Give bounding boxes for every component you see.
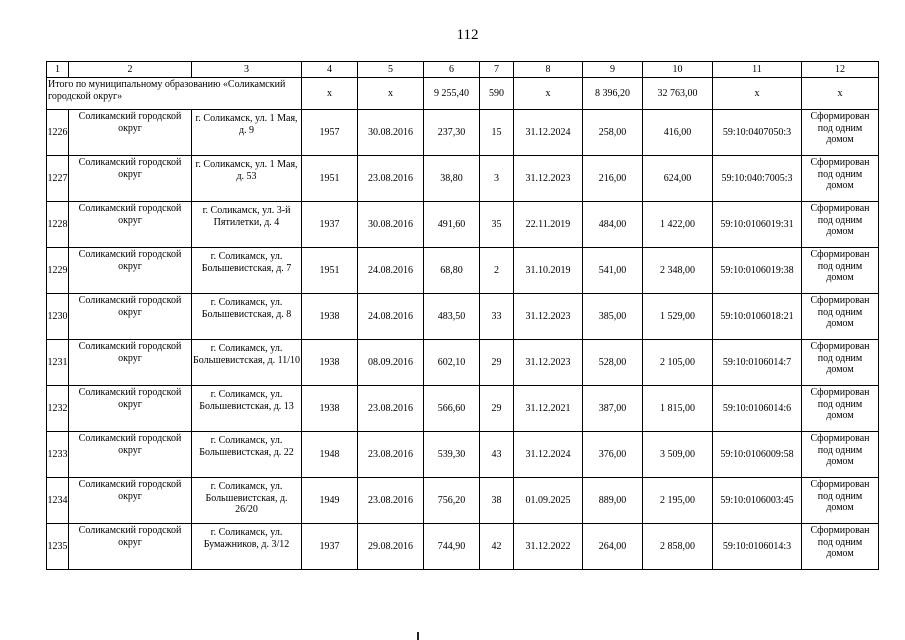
- status-cell: Сформирован под одним домом: [802, 294, 879, 340]
- column-number: 2: [69, 62, 192, 78]
- cadastral-number-cell: 59:10:0407050:3: [713, 110, 802, 156]
- status-cell: Сформирован под одним домом: [802, 524, 879, 570]
- value-cell: 528,00: [583, 340, 643, 386]
- total-cell: x: [514, 78, 583, 110]
- count-cell: 2: [480, 248, 514, 294]
- value-cell: 1 422,00: [643, 202, 713, 248]
- cadastral-number-cell: 59:10:0106014:6: [713, 386, 802, 432]
- value-cell: 416,00: [643, 110, 713, 156]
- status-cell: Сформирован под одним домом: [802, 248, 879, 294]
- date-cell: 23.08.2016: [358, 478, 424, 524]
- area-cell: 566,60: [424, 386, 480, 432]
- table-row: [47, 386, 879, 432]
- year-cell: 1948: [302, 432, 358, 478]
- count-cell: 15: [480, 110, 514, 156]
- count-cell: 29: [480, 340, 514, 386]
- row-number: 1230: [47, 294, 69, 340]
- cadastral-number-cell: 59:10:0106003:45: [713, 478, 802, 524]
- table-row: [47, 156, 879, 202]
- date-cell: 23.08.2016: [358, 156, 424, 202]
- row-number: 1227: [47, 156, 69, 202]
- value-cell: 2 105,00: [643, 340, 713, 386]
- cadastral-number-cell: 59:10:0106009:58: [713, 432, 802, 478]
- header-row: [47, 62, 879, 78]
- area-cell: 756,20: [424, 478, 480, 524]
- table-row: [47, 432, 879, 478]
- area-cell: 744,90: [424, 524, 480, 570]
- table-row: [47, 202, 879, 248]
- owner-cell: Соликамский городской округ: [69, 478, 192, 524]
- value-cell: 385,00: [583, 294, 643, 340]
- column-number: 10: [643, 62, 713, 78]
- row-number: 1234: [47, 478, 69, 524]
- date-cell: 23.08.2016: [358, 386, 424, 432]
- total-cell: 8 396,20: [583, 78, 643, 110]
- value-cell: 3 509,00: [643, 432, 713, 478]
- cadastral-number-cell: 59:10:0106019:31: [713, 202, 802, 248]
- table-row: [47, 294, 879, 340]
- value-cell: 264,00: [583, 524, 643, 570]
- data-rows: [47, 110, 879, 570]
- column-number: 3: [192, 62, 302, 78]
- total-cell: x: [302, 78, 358, 110]
- address-cell: г. Соликамск, ул. Большевистская, д. 7: [192, 248, 302, 294]
- deadline-cell: 01.09.2025: [514, 478, 583, 524]
- column-number: 7: [480, 62, 514, 78]
- column-number: 1: [47, 62, 69, 78]
- total-cell: x: [802, 78, 879, 110]
- row-number: 1229: [47, 248, 69, 294]
- owner-cell: Соликамский городской округ: [69, 386, 192, 432]
- column-number: 12: [802, 62, 879, 78]
- address-cell: г. Соликамск, ул. 1 Мая, д. 9: [192, 110, 302, 156]
- page-number: 112: [456, 27, 479, 43]
- owner-cell: Соликамский городской округ: [69, 110, 192, 156]
- column-number: 5: [358, 62, 424, 78]
- year-cell: 1938: [302, 386, 358, 432]
- total-row: [47, 78, 879, 110]
- deadline-cell: 31.12.2024: [514, 432, 583, 478]
- housing-table: [46, 61, 879, 570]
- cadastral-number-cell: 59:10:0106014:7: [713, 340, 802, 386]
- deadline-cell: 31.12.2022: [514, 524, 583, 570]
- area-cell: 491,60: [424, 202, 480, 248]
- cadastral-number-cell: 59:10:0106018:21: [713, 294, 802, 340]
- column-number: 4: [302, 62, 358, 78]
- cadastral-number-cell: 59:10:040:7005:3: [713, 156, 802, 202]
- value-cell: 1 529,00: [643, 294, 713, 340]
- value-cell: 376,00: [583, 432, 643, 478]
- date-cell: 23.08.2016: [358, 432, 424, 478]
- total-cell: 9 255,40: [424, 78, 480, 110]
- owner-cell: Соликамский городской округ: [69, 524, 192, 570]
- total-label: Итого по муниципальному образованию «Соликамский городской округ»: [47, 78, 302, 110]
- value-cell: 2 858,00: [643, 524, 713, 570]
- row-number: 1233: [47, 432, 69, 478]
- cadastral-number-cell: 59:10:0106014:3: [713, 524, 802, 570]
- row-number: 1226: [47, 110, 69, 156]
- address-cell: г. Соликамск, ул. Большевистская, д. 22: [192, 432, 302, 478]
- date-cell: 30.08.2016: [358, 110, 424, 156]
- area-cell: 483,50: [424, 294, 480, 340]
- deadline-cell: 31.12.2024: [514, 110, 583, 156]
- area-cell: 68,80: [424, 248, 480, 294]
- count-cell: 33: [480, 294, 514, 340]
- address-cell: г. Соликамск, ул. 3-й Пятилетки, д. 4: [192, 202, 302, 248]
- address-cell: г. Соликамск, ул. Большевистская, д. 8: [192, 294, 302, 340]
- area-cell: 602,10: [424, 340, 480, 386]
- deadline-cell: 22.11.2019: [514, 202, 583, 248]
- date-cell: 30.08.2016: [358, 202, 424, 248]
- status-cell: Сформирован под одним домом: [802, 478, 879, 524]
- deadline-cell: 31.12.2023: [514, 340, 583, 386]
- status-cell: Сформирован под одним домом: [802, 432, 879, 478]
- owner-cell: Соликамский городской округ: [69, 156, 192, 202]
- count-cell: 3: [480, 156, 514, 202]
- row-number: 1232: [47, 386, 69, 432]
- value-cell: 258,00: [583, 110, 643, 156]
- status-cell: Сформирован под одним домом: [802, 110, 879, 156]
- total-cell: 32 763,00: [643, 78, 713, 110]
- value-cell: 1 815,00: [643, 386, 713, 432]
- total-cell: x: [713, 78, 802, 110]
- date-cell: 29.08.2016: [358, 524, 424, 570]
- count-cell: 42: [480, 524, 514, 570]
- row-number: 1235: [47, 524, 69, 570]
- value-cell: 216,00: [583, 156, 643, 202]
- count-cell: 43: [480, 432, 514, 478]
- date-cell: 24.08.2016: [358, 294, 424, 340]
- value-cell: 484,00: [583, 202, 643, 248]
- table-row: [47, 340, 879, 386]
- value-cell: 2 195,00: [643, 478, 713, 524]
- column-number: 6: [424, 62, 480, 78]
- deadline-cell: 31.12.2023: [514, 156, 583, 202]
- table-row: [47, 524, 879, 570]
- column-number: 11: [713, 62, 802, 78]
- value-cell: 624,00: [643, 156, 713, 202]
- row-number: 1228: [47, 202, 69, 248]
- address-cell: г. Соликамск, ул. Бумажников, д. 3/12: [192, 524, 302, 570]
- address-cell: г. Соликамск, ул. Большевистская, д. 26/20: [192, 478, 302, 524]
- deadline-cell: 31.10.2019: [514, 248, 583, 294]
- row-number: 1231: [47, 340, 69, 386]
- cadastral-number-cell: 59:10:0106019:38: [713, 248, 802, 294]
- owner-cell: Соликамский городской округ: [69, 248, 192, 294]
- owner-cell: Соликамский городской округ: [69, 340, 192, 386]
- column-number: 8: [514, 62, 583, 78]
- area-cell: 237,30: [424, 110, 480, 156]
- status-cell: Сформирован под одним домом: [802, 202, 879, 248]
- table-row: [47, 248, 879, 294]
- value-cell: 541,00: [583, 248, 643, 294]
- area-cell: 38,80: [424, 156, 480, 202]
- column-number: 9: [583, 62, 643, 78]
- count-cell: 38: [480, 478, 514, 524]
- count-cell: 29: [480, 386, 514, 432]
- date-cell: 24.08.2016: [358, 248, 424, 294]
- year-cell: 1951: [302, 248, 358, 294]
- value-cell: 2 348,00: [643, 248, 713, 294]
- year-cell: 1949: [302, 478, 358, 524]
- table-row: [47, 478, 879, 524]
- status-cell: Сформирован под одним домом: [802, 340, 879, 386]
- owner-cell: Соликамский городской округ: [69, 294, 192, 340]
- year-cell: 1937: [302, 202, 358, 248]
- owner-cell: Соликамский городской округ: [69, 202, 192, 248]
- owner-cell: Соликамский городской округ: [69, 432, 192, 478]
- address-cell: г. Соликамск, ул. 1 Мая, д. 53: [192, 156, 302, 202]
- value-cell: 889,00: [583, 478, 643, 524]
- table-row: [47, 110, 879, 156]
- count-cell: 35: [480, 202, 514, 248]
- status-cell: Сформирован под одним домом: [802, 156, 879, 202]
- status-cell: Сформирован под одним домом: [802, 386, 879, 432]
- year-cell: 1938: [302, 294, 358, 340]
- year-cell: 1938: [302, 340, 358, 386]
- deadline-cell: 31.12.2023: [514, 294, 583, 340]
- total-cell: x: [358, 78, 424, 110]
- scan-artifact: [417, 632, 419, 640]
- value-cell: 387,00: [583, 386, 643, 432]
- area-cell: 539,30: [424, 432, 480, 478]
- year-cell: 1951: [302, 156, 358, 202]
- deadline-cell: 31.12.2021: [514, 386, 583, 432]
- year-cell: 1937: [302, 524, 358, 570]
- address-cell: г. Соликамск, ул. Большевистская, д. 11/10: [192, 340, 302, 386]
- total-cell: 590: [480, 78, 514, 110]
- address-cell: г. Соликамск, ул. Большевистская, д. 13: [192, 386, 302, 432]
- date-cell: 08.09.2016: [358, 340, 424, 386]
- year-cell: 1957: [302, 110, 358, 156]
